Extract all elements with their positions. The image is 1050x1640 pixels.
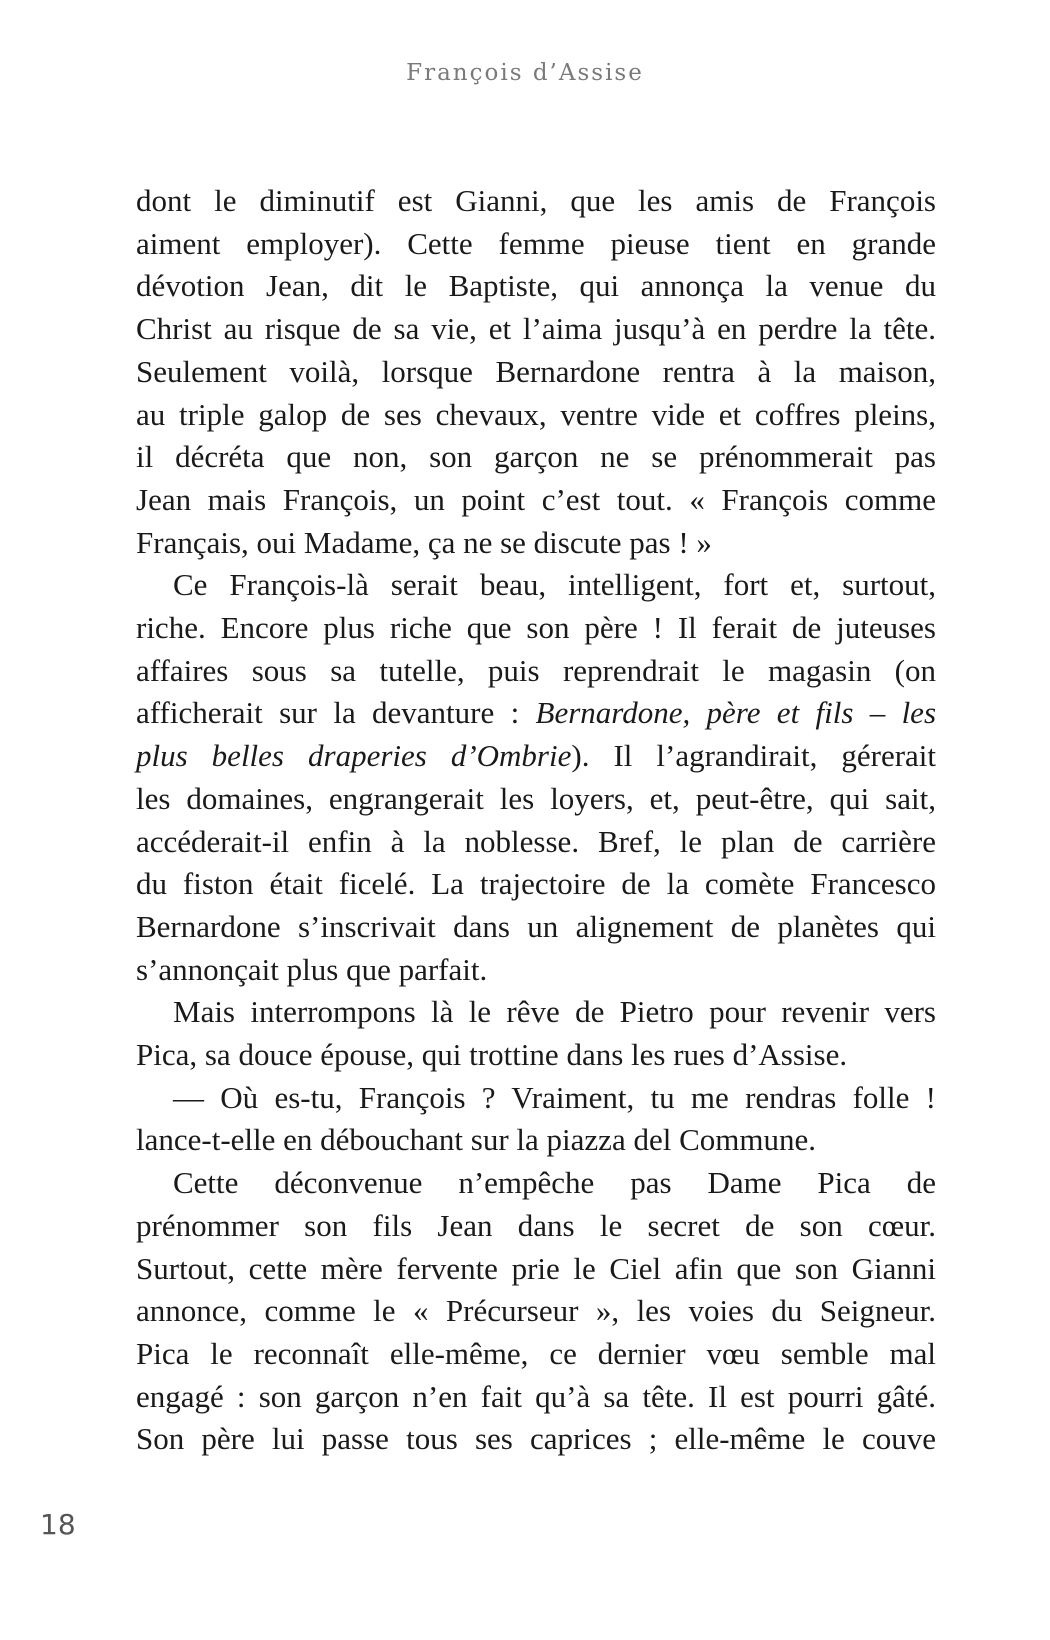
text-line: — Où es-tu, François ? Vraiment, tu me rendras folle ! — [173, 1079, 936, 1115]
text-line: il décréta que non, son garçon ne se prénommerait pas — [136, 439, 936, 475]
text-run: ). Il l’agrandirait, gérerait — [571, 738, 937, 774]
paragraph-5 — [136, 1162, 936, 1461]
text-line: Pica, sa douce épouse, qui trottine dans les rues d’Assise. — [136, 1037, 848, 1073]
paragraph-4-dialogue — [136, 1077, 936, 1162]
text-line: affaires sous sa tutelle, puis reprendrait le magasin (on — [136, 652, 936, 688]
text-line: accéderait-il enfin à la noblesse. Bref, le plan de carrière — [136, 823, 936, 859]
text-line: dont le diminutif est Gianni, que les amis de François — [136, 183, 936, 218]
text-line: Surtout, cette mère fervente prie le Ciel afin que son Gianni — [136, 1250, 936, 1286]
text-line: Cette déconvenue n’empêche pas Dame Pica de — [173, 1165, 936, 1201]
text-line: prénommer son fils Jean dans le secret de son cœur. — [136, 1207, 936, 1243]
text-line: Ce François-là serait beau, intelligent, fort et, surtout, — [173, 567, 936, 603]
text-line: s’annonçait plus que parfait. — [136, 951, 488, 987]
italic-title-run: plus belles draperies d’Ombrie — [136, 738, 572, 774]
text-line: les domaines, engrangerait les loyers, et, peut-être, qui sait, — [136, 780, 936, 816]
page-number: 18 — [40, 1508, 76, 1541]
paragraph-2 — [136, 564, 936, 991]
text-line: Mais interrompons là le rêve de Pietro pour revenir vers — [173, 994, 936, 1030]
paragraph-1 — [136, 180, 936, 564]
text-line: du fiston était ficelé. La trajectoire de la comète Francesco — [136, 866, 936, 902]
body-text — [136, 180, 936, 1461]
text-line: Français, oui Madame, ça ne se discute pas ! » — [136, 524, 712, 560]
text-line — [136, 735, 936, 778]
text-line: Christ au risque de sa vie, et l’aima jusqu’à en perdre la tête. — [136, 311, 936, 347]
text-line: Pica le reconnaît elle-même, ce dernier vœu semble mal — [136, 1335, 936, 1371]
text-line: engagé : son garçon n’en fait qu’à sa tête. Il est pourri gâté. — [136, 1378, 936, 1414]
text-line: aiment employer). Cette femme pieuse tient en grande — [136, 225, 936, 261]
text-line: Seulement voilà, lorsque Bernardone rentra à la maison, — [136, 353, 936, 389]
text-line: riche. Encore plus riche que son père ! Il ferait de juteuses — [136, 610, 936, 646]
text-line: lance-t-elle en débouchant sur la piazza del Commune. — [136, 1122, 816, 1158]
text-run: afficherait sur la devanture : — [136, 695, 536, 731]
text-line — [136, 692, 936, 735]
running-head-title: François d’Assise — [406, 60, 644, 86]
paragraph-3 — [136, 991, 936, 1076]
text-line: annonce, comme le « Précurseur », les voies du Seigneur. — [136, 1293, 936, 1329]
text-line: Son père lui passe tous ses caprices ; elle-même le couve — [136, 1421, 936, 1457]
italic-title-run: Bernardone, père et fils – les — [535, 695, 937, 731]
text-line: Jean mais François, un point c’est tout. « François comme — [136, 481, 936, 517]
text-line: Bernardone s’inscrivait dans un alignement de planètes qui — [136, 908, 936, 944]
text-line: dévotion Jean, dit le Baptiste, qui annonça la venue du — [136, 268, 936, 304]
text-line: au triple galop de ses chevaux, ventre vide et coffres pleins, — [136, 396, 936, 432]
